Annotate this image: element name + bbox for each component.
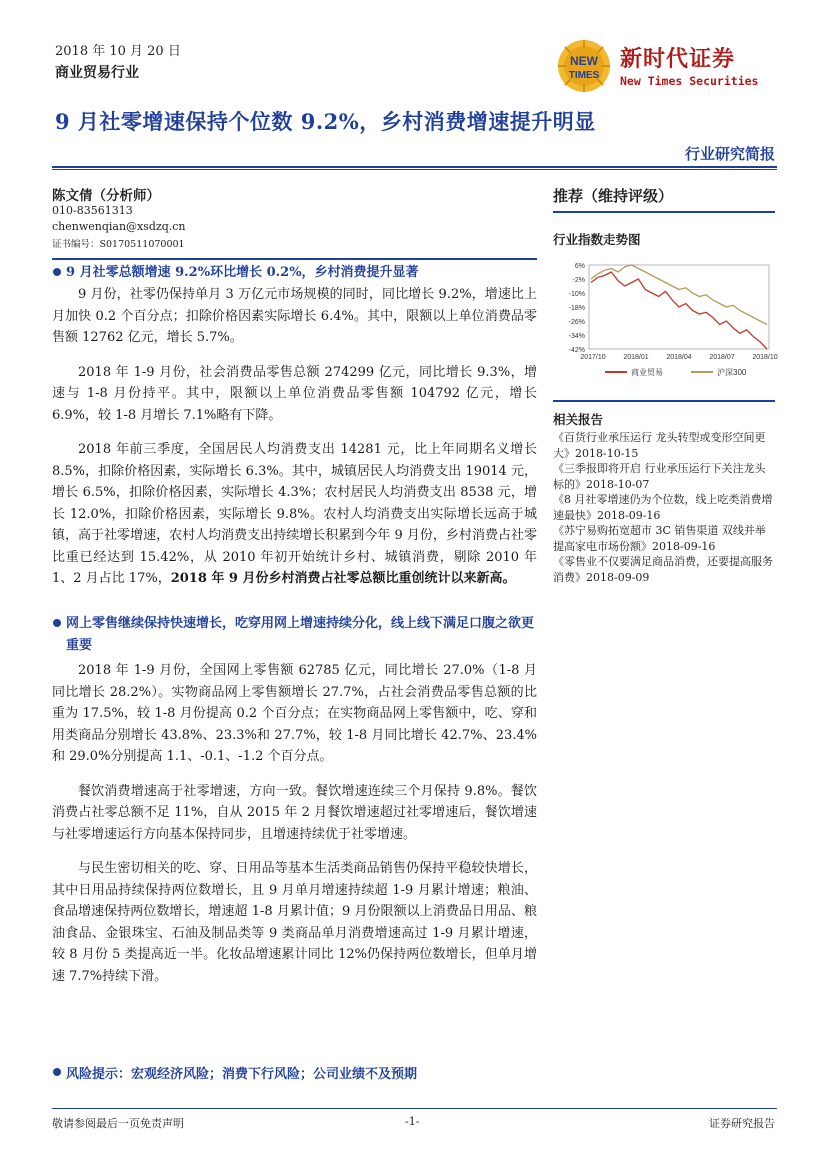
- section-1-para-3: [52, 439, 537, 590]
- related-report-item[interactable]: 《零售业不仅要满足商品消费，还要提高服务消费》2018-09-09: [553, 555, 773, 584]
- series-line-hs300: [591, 265, 767, 325]
- y-tick-label: -2%: [572, 277, 585, 284]
- header-divider: [52, 166, 777, 168]
- logo-chinese-name: 新时代证券: [620, 46, 736, 72]
- company-logo: [556, 38, 796, 94]
- footer-report-label: 证券研究报告: [709, 1117, 775, 1130]
- analyst-phone: 010-83561313: [52, 204, 133, 217]
- rating: 推荐（维持评级）: [553, 187, 674, 205]
- index-trend-chart: [553, 257, 778, 387]
- related-divider: [553, 400, 775, 402]
- section-1-para-3-text: 2018 年前三季度，全国居民人均消费支出 14281 元，比上年同期名义增长 8.5%，扣除价格因素，实际增长 6.3%。其中，城镇居民人均消费支出 19014 元，增长 6.5%，扣除价格因素，实际增长 4.3%；农村居民人均消费支出 8538 元，增长 12.0%，扣除价格因素，实际增长 9.8%。农村人均消费支出实际增长远高于城镇，高于社零增速，农村人均消费支出持续增长积累到今年 9 月份，乡村消费占社零比重已经达到 15.42%，从 2010 年初开始统计乡村、城镇消费，剔除 2010 年 1、2 月占比 17%，: [52, 442, 537, 586]
- related-reports-title: 相关报告: [553, 412, 604, 427]
- header-divider-thin: [52, 169, 777, 170]
- legend-label: 商业贸易: [631, 368, 663, 377]
- emblem-text-times: TIMES: [568, 70, 600, 81]
- section-2-heading: [52, 613, 537, 656]
- related-report-item[interactable]: 《苏宁易购拓宽超市 3C 销售渠道 双线并举提高家电市场份额》2018-09-16: [553, 524, 766, 553]
- logo-english-name: New Times Securities: [620, 74, 759, 88]
- industry-label: 商业贸易行业: [55, 65, 139, 81]
- bullet-dot-icon: [53, 619, 61, 627]
- legend-label: 沪深300: [717, 368, 747, 377]
- report-title: 9 月社零增速保持个位数 9.2%，乡村消费增速提升明显: [55, 109, 596, 134]
- y-tick-label: -10%: [568, 291, 585, 298]
- footer-divider: [52, 1108, 777, 1109]
- analyst-block: [52, 184, 537, 250]
- y-tick-label: -18%: [568, 305, 585, 312]
- analyst-cert: 证书编号：S0170511070001: [52, 239, 185, 250]
- bullet-dot-icon: [53, 1068, 61, 1076]
- section-2-para-2: 餐饮消费增速高于社零增速，方向一致。餐饮增速连续三个月保持 9.8%。餐饮消费占社零总额不足 11%，自从 2015 年 2 月餐饮增速超过社零增速后，餐饮增速与社零增速运行方向基本保持同步，且增速持续优于社零增速。: [52, 783, 537, 842]
- related-report-item[interactable]: 《8 月社零增速仍为个位数，线上吃类消费增速最快》2018-09-16: [553, 493, 773, 522]
- section-1-heading-text: 9 月社零总额增速 9.2%环比增长 0.2%，乡村消费提升显著: [66, 265, 419, 280]
- section-1-bold-tail: 2018 年 9 月份乡村消费占社零总额比重创统计以来新高。: [170, 571, 516, 586]
- x-tick-label: 2018/01: [623, 354, 649, 361]
- section-1-para-1: 9 月份，社零仍保持单月 3 万亿元市场规模的同时，同比增长 9.2%，增速比上月加快 0.2 个百分点；扣除价格因素实际增长 6.4%。其中，限额以上单位消费品零售额 12762 亿元，增长 5.7%。: [52, 287, 537, 345]
- report-type: 行业研究简报: [684, 145, 775, 163]
- y-tick-label: -26%: [568, 319, 585, 326]
- y-tick-label: 6%: [574, 263, 585, 270]
- section-2-para-1: 2018 年 1-9 月份，全国网上零售额 62785 亿元，同比增长 27.0%（1-8 月同比增长 28.2%）。实物商品网上零售额增长 27.7%，占社会消费品零售总额的比重为 17.5%，较 1-8 月份提高 0.2 个百分点；在实物商品网上零售额中，吃、穿和用类商品分别增长 43.8%、23.3%和 27.7%，较 1-8 月同比增长 42.7%、23.4%和 29.0%分别提高 1.1、-0.1、-1.2 个百分点。: [52, 663, 537, 764]
- section-1-heading: [52, 262, 537, 284]
- related-reports-list: [553, 430, 775, 585]
- emblem-text-new: NEW: [570, 54, 598, 68]
- bullet-dot-icon: [53, 268, 61, 276]
- section-2-para-3: 与民生密切相关的吃、穿、日用品等基本生活类商品销售仍保持平稳较快增长，其中日用品持续保持两位数增长，且 9 月单月增速持续超 1-9 月累计增速；粮油、食品增速保持两位数增长，增速超 1-8 月累计值；9 月份限额以上消费品日用品、粮油食品、金银珠宝、石油及制品类等 9 类商品单月消费增速高过 1-9 月累计增速，较 8 月份 5 类提高近一半。化妆品增速累计同比 12%仍保持两位数增长，但单月增速 7.7%持续下滑。: [52, 861, 537, 984]
- section-2-heading-text: 网上零售继续保持快速增长，吃穿用网上增速持续分化，线上线下满足口腹之欲更重要: [66, 616, 535, 653]
- y-tick-label: -34%: [568, 333, 585, 340]
- report-date: 2018 年 10 月 20 日: [55, 44, 181, 59]
- chart-title: 行业指数走势图: [553, 232, 641, 247]
- analyst-divider: [52, 258, 537, 260]
- related-report-item[interactable]: 《三季报即将开启 行业承压运行下关注龙头标的》2018-10-07: [553, 462, 766, 491]
- page-number: -1-: [405, 1115, 420, 1128]
- x-tick-label: 2018/07: [709, 354, 735, 361]
- x-tick-label: 2018/04: [666, 354, 692, 361]
- risk-warning-text: 风险提示：宏观经济风险；消费下行风险；公司业绩不及预期: [66, 1067, 418, 1082]
- section-1-body: [52, 284, 537, 590]
- new-times-emblem-icon: [556, 38, 612, 94]
- rating-divider: [553, 211, 775, 213]
- related-report-item[interactable]: 《百货行业承压运行 龙头转型或变形空间更大》2018-10-15: [553, 431, 766, 460]
- risk-warning: [52, 1063, 417, 1082]
- footer-disclaimer: 敬请参阅最后一页免责声明: [52, 1117, 184, 1130]
- x-tick-label: 2018/10: [752, 354, 778, 361]
- analyst-email[interactable]: chenwenqian@xsdzq.cn: [52, 220, 186, 233]
- section-2-body: [52, 660, 537, 987]
- section-1-para-2: 2018 年 1-9 月份，社会消费品零售总额 274299 亿元，同比增长 9.3%，增速与 1-8 月份持平。其中，限额以上单位消费品零售额 104792 亿元，增长 6.9%，较 1-8 月增长 7.1%略有下降。: [52, 364, 537, 423]
- analyst-name: 陈文倩（分析师）: [52, 188, 160, 204]
- x-tick-label: 2017/10: [580, 354, 606, 361]
- y-tick-label: -42%: [568, 347, 585, 354]
